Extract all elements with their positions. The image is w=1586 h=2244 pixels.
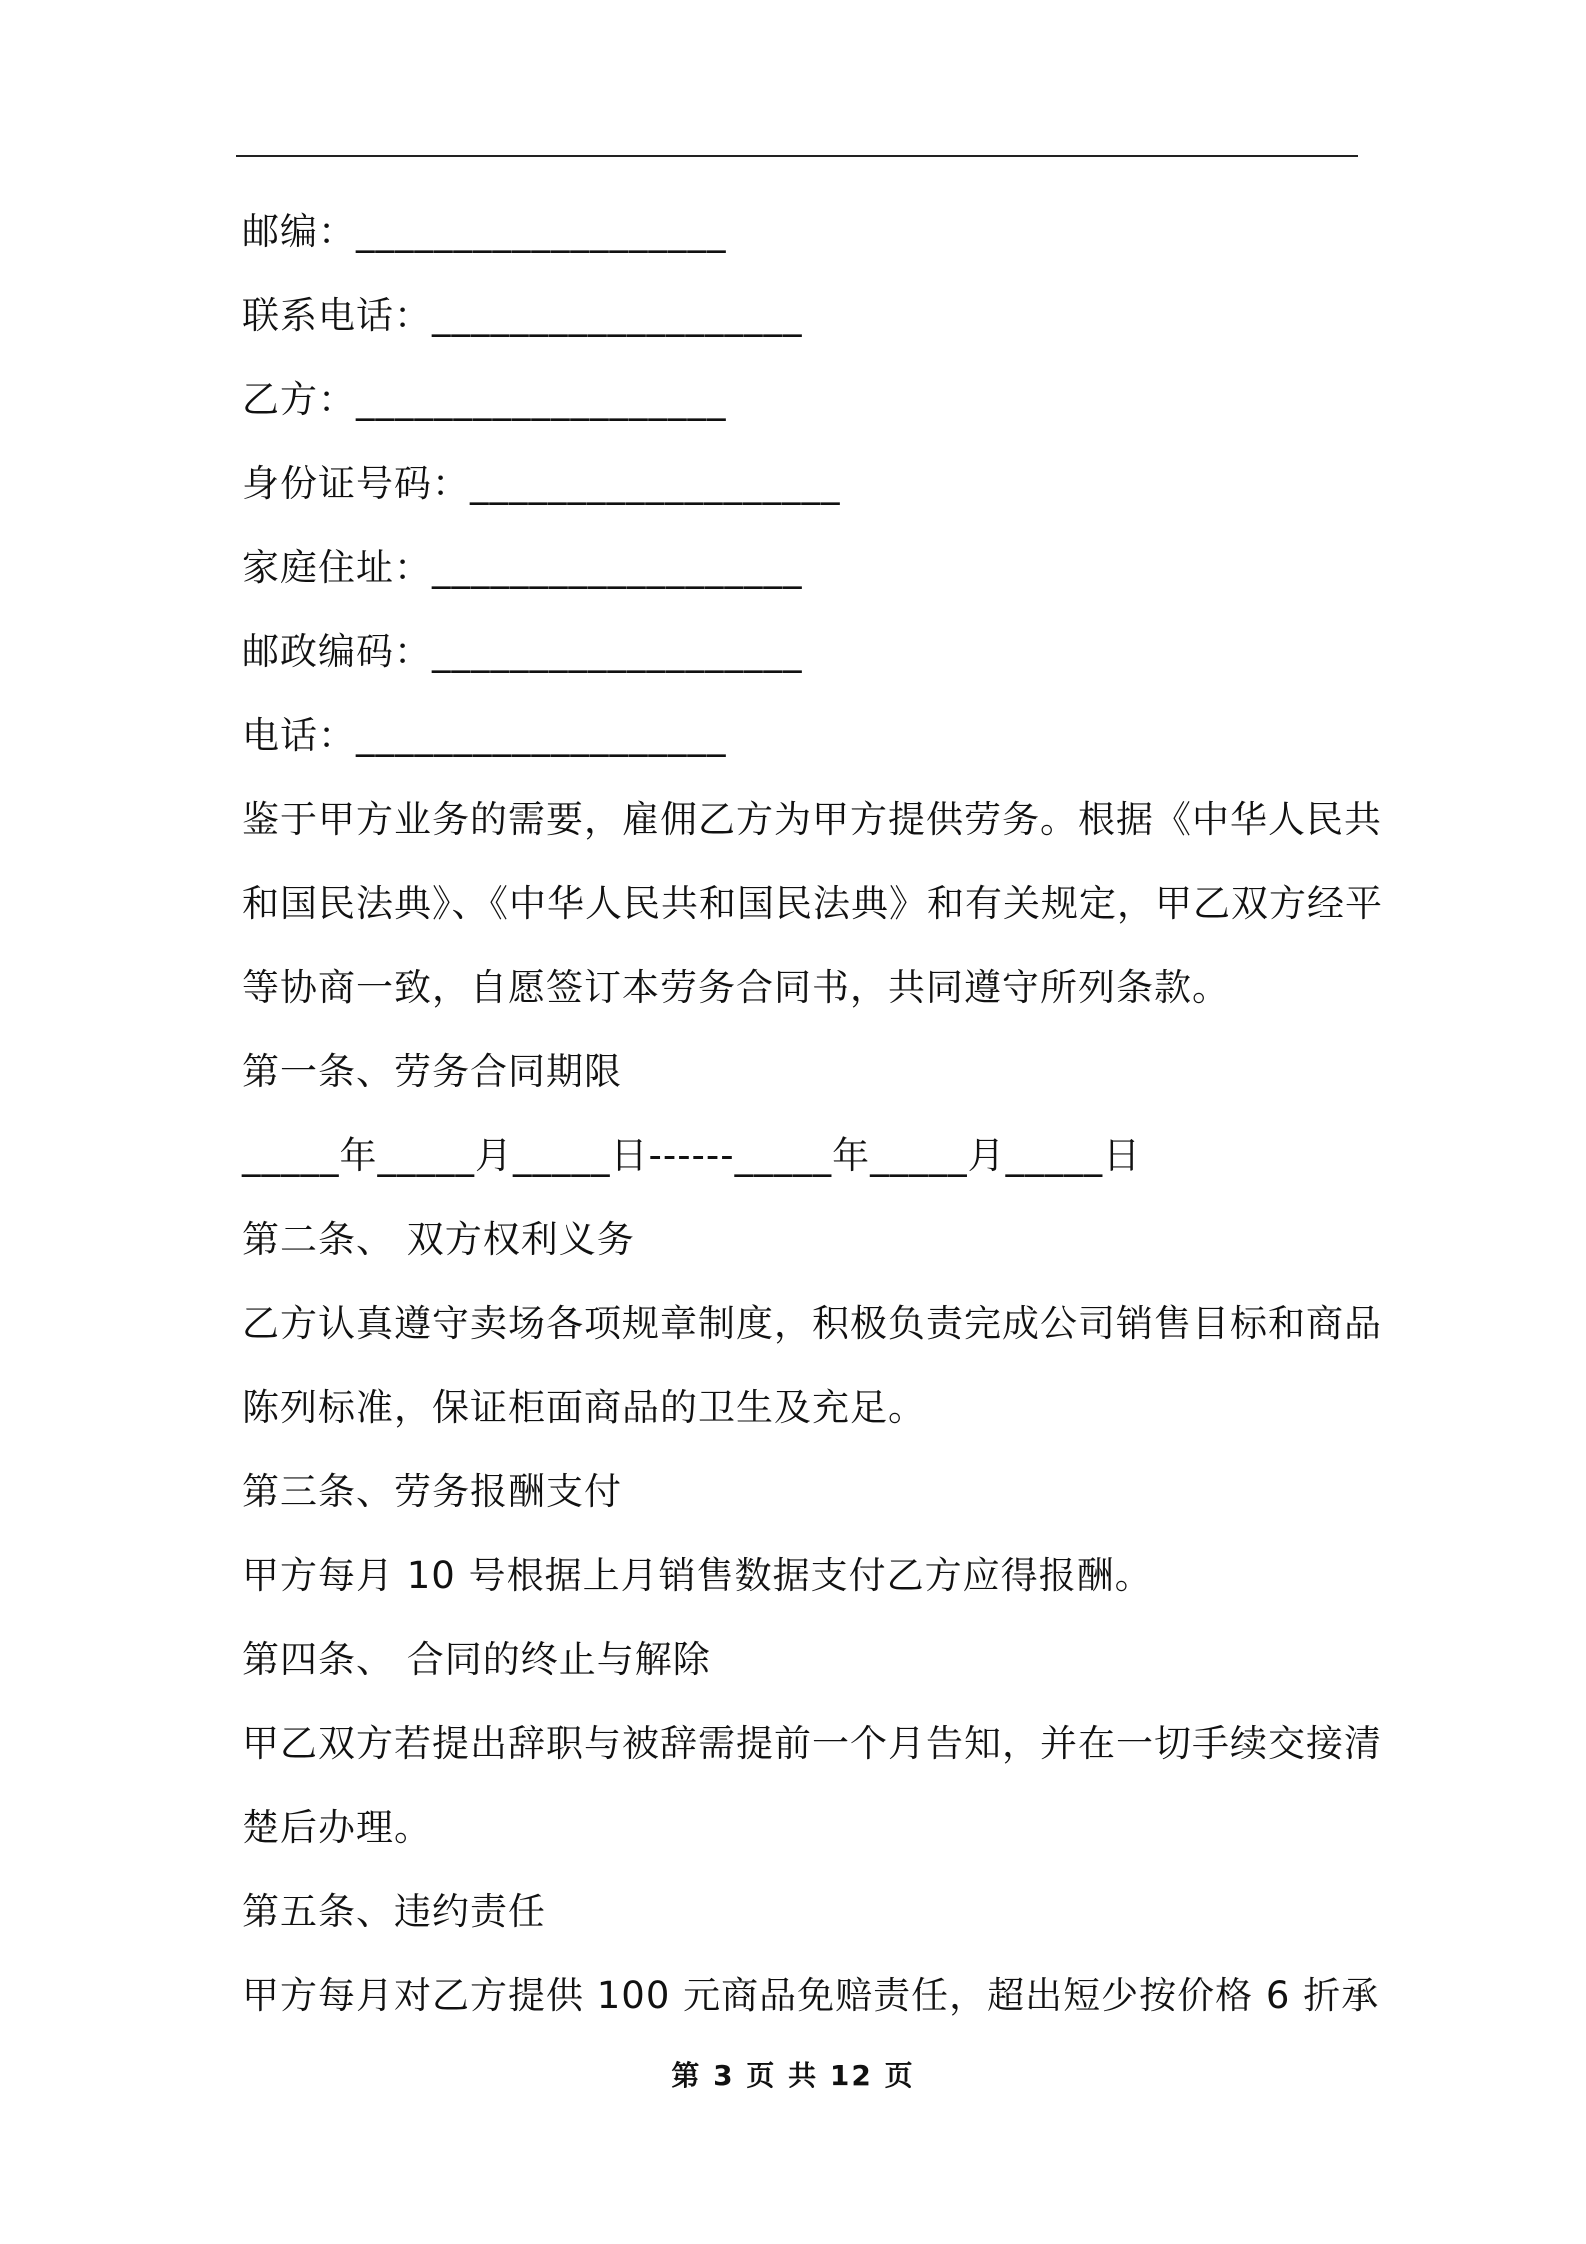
preamble-line-2: 和国民法典》、《中华人民共和国民法典》和有关规定，甲乙双方经平 <box>242 882 1383 925</box>
postal-code-line: 邮政编码：___________________ <box>242 630 803 673</box>
document-body <box>242 190 1383 2038</box>
article-2-heading: 第二条、 双方权利义务 <box>242 1218 635 1261</box>
article-3-heading: 第三条、劳务报酬支付 <box>242 1470 622 1513</box>
contact-phone-line: 联系电话：___________________ <box>242 294 803 337</box>
article-2-text-2: 陈列标准，保证柜面商品的卫生及充足。 <box>242 1386 926 1429</box>
article-4-text-1: 甲乙双方若提出辞职与被辞需提前一个月告知，并在一切手续交接清 <box>242 1722 1382 1765</box>
article-4-heading: 第四条、 合同的终止与解除 <box>242 1638 711 1681</box>
article-1-heading: 第一条、劳务合同期限 <box>242 1050 622 1093</box>
party-b-line: 乙方：___________________ <box>242 378 727 421</box>
preamble-line-3: 等协商一致，自愿签订本劳务合同书，共同遵守所列条款。 <box>242 966 1230 1009</box>
page-number: 第 3 页 共 12 页 <box>671 2059 915 2092</box>
preamble-line-1: 鉴于甲方业务的需要，雇佣乙方为甲方提供劳务。根据《中华人民共 <box>242 798 1382 841</box>
contract-period-line: _____年_____月_____日------_____年_____月_____日 <box>242 1134 1142 1177</box>
article-5-heading: 第五条、违约责任 <box>242 1890 546 1933</box>
id-number-line: 身份证号码：___________________ <box>242 462 841 505</box>
header-rule <box>236 155 1358 157</box>
article-5-text-1: 甲方每月对乙方提供 100 元商品免赔责任，超出短少按价格 6 折承 <box>242 1974 1380 2017</box>
article-3-text: 甲方每月 10 号根据上月销售数据支付乙方应得报酬。 <box>242 1554 1153 1597</box>
phone-line: 电话：___________________ <box>242 714 727 757</box>
article-2-text-1: 乙方认真遵守卖场各项规章制度，积极负责完成公司销售目标和商品 <box>242 1302 1382 1345</box>
postcode-line: 邮编：___________________ <box>242 210 727 253</box>
home-address-line: 家庭住址：___________________ <box>242 546 803 589</box>
article-4-text-2: 楚后办理。 <box>242 1806 432 1849</box>
